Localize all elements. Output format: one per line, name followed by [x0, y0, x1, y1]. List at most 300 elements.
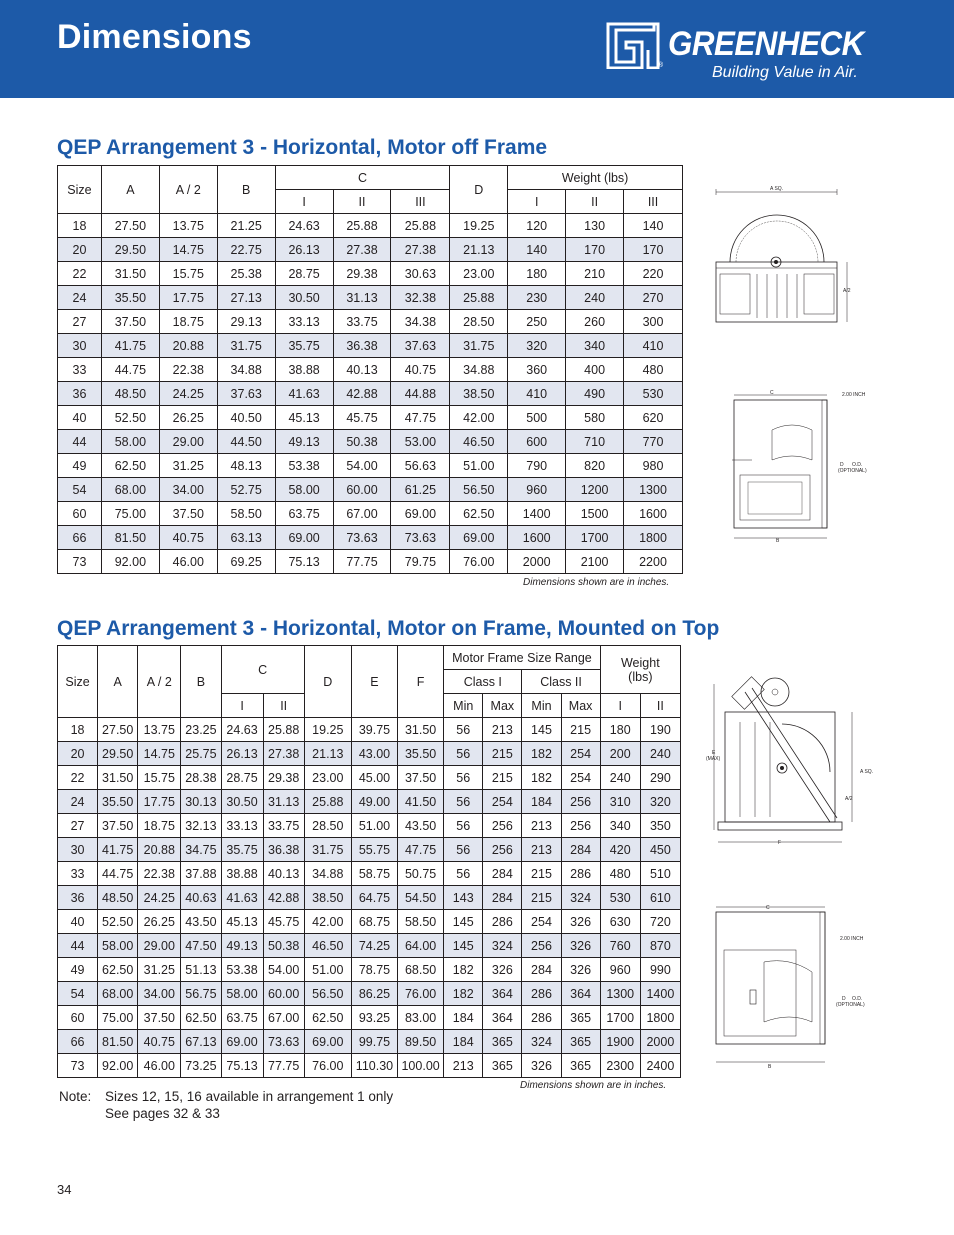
header-a: A: [101, 166, 159, 214]
table-cell: 29.00: [138, 934, 181, 958]
table-cell: 510: [640, 862, 680, 886]
table-cell: 40.50: [217, 406, 275, 430]
table-cell: 56.50: [450, 478, 508, 502]
table-cell: 1600: [624, 502, 683, 526]
table-cell: 21.13: [450, 238, 508, 262]
table-cell: 37.63: [217, 382, 275, 406]
table-cell: 68.00: [98, 982, 138, 1006]
table-cell: 61.25: [391, 478, 450, 502]
table-cell: 77.75: [333, 550, 391, 574]
table-cell: 26.13: [275, 238, 333, 262]
table-cell: 410: [508, 382, 566, 406]
table-cell: 286: [522, 1006, 561, 1030]
table-cell: 74.25: [351, 934, 397, 958]
header-weight-i: I: [508, 190, 566, 214]
table-cell: 27.13: [217, 286, 275, 310]
table-cell: 27.50: [101, 214, 159, 238]
table-cell: 1400: [640, 982, 680, 1006]
table-cell: 182: [444, 982, 483, 1006]
table-cell: 340: [566, 334, 624, 358]
table-cell: 256: [522, 934, 561, 958]
table-cell: 40.75: [159, 526, 217, 550]
header-c-i: I: [275, 190, 333, 214]
table-cell: 40.13: [333, 358, 391, 382]
table-row: [58, 550, 683, 574]
table-cell: 53.00: [391, 430, 450, 454]
table-cell: 48.13: [217, 454, 275, 478]
table-cell: 56: [444, 814, 483, 838]
size-cell: 54: [58, 982, 98, 1006]
table-cell: 56: [444, 862, 483, 886]
table-cell: 41.75: [101, 334, 159, 358]
table-cell: 31.50: [101, 262, 159, 286]
label-a-sq: A SQ.: [860, 769, 874, 775]
table-cell: 31.13: [333, 286, 391, 310]
table-cell: 76.00: [304, 1054, 351, 1078]
table-cell: 62.50: [98, 958, 138, 982]
size-cell: 40: [58, 910, 98, 934]
table-cell: 2000: [508, 550, 566, 574]
table-cell: 20.88: [159, 334, 217, 358]
label-e: E: [712, 750, 716, 756]
label-two-inch: 2.00 INCH: [840, 936, 864, 942]
table-cell: 37.88: [181, 862, 221, 886]
table-cell: 86.25: [351, 982, 397, 1006]
table-cell: 75.13: [275, 550, 333, 574]
table-cell: 64.00: [398, 934, 444, 958]
table-cell: 213: [483, 718, 522, 742]
table-cell: 52.50: [101, 406, 159, 430]
table-cell: 63.75: [275, 502, 333, 526]
table-body: [58, 718, 681, 1078]
header-weight-ii: II: [640, 694, 680, 718]
table-cell: 62.50: [450, 502, 508, 526]
size-cell: 30: [58, 334, 102, 358]
table-cell: 41.50: [398, 790, 444, 814]
table-cell: 110.30: [351, 1054, 397, 1078]
table-cell: 45.00: [351, 766, 397, 790]
table-cell: 254: [561, 742, 600, 766]
table-cell: 240: [600, 766, 640, 790]
table-cell: 38.50: [304, 886, 351, 910]
table-row: [58, 742, 681, 766]
size-cell: 66: [58, 526, 102, 550]
table-cell: 37.50: [138, 1006, 181, 1030]
size-cell: 60: [58, 1006, 98, 1030]
table-cell: 31.75: [450, 334, 508, 358]
table-cell: 30.50: [221, 790, 263, 814]
size-cell: 24: [58, 790, 98, 814]
table-cell: 310: [600, 790, 640, 814]
size-cell: 49: [58, 958, 98, 982]
table-cell: 145: [444, 934, 483, 958]
table-cell: 73.63: [391, 526, 450, 550]
table-cell: 215: [561, 718, 600, 742]
table-cell: 93.25: [351, 1006, 397, 1030]
table-cell: 27.38: [391, 238, 450, 262]
fan-side-view-drawing: [712, 184, 862, 329]
table-cell: 43.50: [181, 910, 221, 934]
table-cell: 254: [561, 766, 600, 790]
table-cell: 45.13: [275, 406, 333, 430]
label-optional: (OPTIONAL): [838, 468, 867, 474]
table-cell: 40.75: [138, 1030, 181, 1054]
units-note: Dimensions shown are in inches.: [523, 577, 670, 588]
table-cell: 284: [561, 838, 600, 862]
table-cell: 143: [444, 886, 483, 910]
table-cell: 47.75: [391, 406, 450, 430]
table-cell: 420: [600, 838, 640, 862]
table-cell: 42.00: [450, 406, 508, 430]
size-cell: 66: [58, 1030, 98, 1054]
table-cell: 35.50: [398, 742, 444, 766]
table-cell: 182: [444, 958, 483, 982]
table-cell: 284: [522, 958, 561, 982]
table-cell: 31.13: [263, 790, 304, 814]
table-cell: 76.00: [450, 550, 508, 574]
table-cell: 365: [561, 1030, 600, 1054]
table-cell: 184: [444, 1030, 483, 1054]
table-cell: 22.38: [138, 862, 181, 886]
table-cell: 56: [444, 742, 483, 766]
table-cell: 75.00: [101, 502, 159, 526]
table-row: [58, 478, 683, 502]
table-cell: 18.75: [138, 814, 181, 838]
table-cell: 365: [561, 1006, 600, 1030]
table-cell: 51.00: [450, 454, 508, 478]
table-cell: 480: [600, 862, 640, 886]
table-cell: 170: [624, 238, 683, 262]
dimensions-table-motor-off-frame: [57, 165, 683, 574]
table-cell: 1700: [566, 526, 624, 550]
size-cell: 36: [58, 382, 102, 406]
table-cell: 83.00: [398, 1006, 444, 1030]
table-cell: 28.75: [221, 766, 263, 790]
table-cell: 326: [483, 958, 522, 982]
table-cell: 610: [640, 886, 680, 910]
table-cell: 29.38: [263, 766, 304, 790]
table-cell: 350: [640, 814, 680, 838]
fan-motor-on-top-drawing: [700, 662, 880, 852]
table-cell: 46.00: [138, 1054, 181, 1078]
header-weight-line2: (lbs): [628, 669, 653, 684]
table-cell: 300: [624, 310, 683, 334]
table-cell: 62.50: [101, 454, 159, 478]
header-b: B: [181, 646, 221, 718]
size-cell: 49: [58, 454, 102, 478]
size-cell: 18: [58, 214, 102, 238]
table-cell: 67.00: [263, 1006, 304, 1030]
table-cell: 49.13: [275, 430, 333, 454]
table-row: [58, 262, 683, 286]
table-cell: 30.63: [391, 262, 450, 286]
table-cell: 58.50: [398, 910, 444, 934]
table-cell: 58.00: [275, 478, 333, 502]
table-cell: 1300: [600, 982, 640, 1006]
header-class-i-max: Max: [483, 694, 522, 718]
header-a-half: A / 2: [159, 166, 217, 214]
header-c-i: I: [221, 694, 263, 718]
table-cell: 254: [483, 790, 522, 814]
table-cell: 29.00: [159, 430, 217, 454]
greenheck-logo: [604, 22, 872, 86]
table-cell: 290: [640, 766, 680, 790]
table-cell: 30.13: [181, 790, 221, 814]
table-row: [58, 238, 683, 262]
table-cell: 410: [624, 334, 683, 358]
table-cell: 81.50: [98, 1030, 138, 1054]
table-cell: 53.38: [275, 454, 333, 478]
table-cell: 770: [624, 430, 683, 454]
table-cell: 69.00: [275, 526, 333, 550]
header-d: D: [304, 646, 351, 718]
table-row: [58, 1006, 681, 1030]
table-row: [58, 382, 683, 406]
table-cell: 35.75: [275, 334, 333, 358]
header-f: F: [398, 646, 444, 718]
size-cell: 40: [58, 406, 102, 430]
table-cell: 15.75: [138, 766, 181, 790]
table-cell: 324: [483, 934, 522, 958]
table-cell: 56.63: [391, 454, 450, 478]
label-c: C: [766, 905, 770, 911]
label-f: F: [778, 840, 782, 846]
label-d: D: [840, 462, 844, 468]
table-cell: 530: [600, 886, 640, 910]
table-cell: 18.75: [159, 310, 217, 334]
table-cell: 20.88: [138, 838, 181, 862]
table-cell: 190: [640, 718, 680, 742]
table-cell: 250: [508, 310, 566, 334]
table-cell: 28.75: [275, 262, 333, 286]
table-cell: 25.38: [217, 262, 275, 286]
table-cell: 260: [566, 310, 624, 334]
table-row: [58, 934, 681, 958]
units-note: Dimensions shown are in inches.: [520, 1080, 667, 1091]
table-cell: 400: [566, 358, 624, 382]
greenheck-logo-mark-icon: [604, 22, 662, 69]
size-cell: 22: [58, 262, 102, 286]
table-cell: 210: [566, 262, 624, 286]
size-cell: 44: [58, 430, 102, 454]
table-cell: 44.75: [101, 358, 159, 382]
label-od: O.D.: [852, 996, 863, 1002]
table-cell: 69.00: [450, 526, 508, 550]
table-cell: 60.00: [263, 982, 304, 1006]
table-cell: 15.75: [159, 262, 217, 286]
table-cell: 490: [566, 382, 624, 406]
table-cell: 213: [522, 814, 561, 838]
table-cell: 180: [508, 262, 566, 286]
table-cell: 365: [483, 1054, 522, 1078]
table-cell: 450: [640, 838, 680, 862]
table-cell: 31.50: [398, 718, 444, 742]
table-cell: 42.88: [263, 886, 304, 910]
table-cell: 364: [483, 982, 522, 1006]
table-cell: 28.38: [181, 766, 221, 790]
table-cell: 79.75: [391, 550, 450, 574]
table-cell: 68.00: [101, 478, 159, 502]
label-b: B: [768, 1064, 772, 1070]
table-cell: 58.75: [351, 862, 397, 886]
table-cell: 35.50: [98, 790, 138, 814]
table-cell: 62.50: [181, 1006, 221, 1030]
table-cell: 55.75: [351, 838, 397, 862]
table-cell: 140: [508, 238, 566, 262]
table-cell: 68.75: [351, 910, 397, 934]
availability-note: [59, 1088, 393, 1122]
note-line-1: Sizes 12, 15, 16 available in arrangement 1 only: [105, 1089, 394, 1104]
table-cell: 48.50: [98, 886, 138, 910]
table-cell: 34.88: [304, 862, 351, 886]
header-class-ii-max: Max: [561, 694, 600, 718]
table-row: [58, 910, 681, 934]
table-cell: 73.63: [333, 526, 391, 550]
table-cell: 76.00: [398, 982, 444, 1006]
table-cell: 256: [483, 814, 522, 838]
table-cell: 31.25: [159, 454, 217, 478]
table-row: [58, 214, 683, 238]
fan-motor-on-top-front-drawing: [700, 902, 880, 1072]
header-c-iii: III: [391, 190, 450, 214]
page-number: 34: [57, 1182, 72, 1197]
note-line-2: See pages 32 & 33: [105, 1106, 220, 1121]
table-cell: 1800: [624, 526, 683, 550]
table-cell: 23.25: [181, 718, 221, 742]
table-cell: 480: [624, 358, 683, 382]
table-cell: 24.25: [138, 886, 181, 910]
table-cell: 29.13: [217, 310, 275, 334]
header-size: Size: [58, 646, 98, 718]
table-cell: 46.00: [159, 550, 217, 574]
table-cell: 42.00: [304, 910, 351, 934]
table-cell: 320: [508, 334, 566, 358]
table-cell: 31.75: [304, 838, 351, 862]
table-cell: 360: [508, 358, 566, 382]
table-row: [58, 1030, 681, 1054]
table-cell: 75.00: [98, 1006, 138, 1030]
size-cell: 73: [58, 550, 102, 574]
table-cell: 26.25: [138, 910, 181, 934]
table-cell: 56: [444, 838, 483, 862]
table-cell: 25.88: [391, 214, 450, 238]
table-cell: 34.88: [217, 358, 275, 382]
table-cell: 92.00: [101, 550, 159, 574]
label-a-half: A/2: [843, 288, 851, 294]
table-cell: 37.50: [159, 502, 217, 526]
table-cell: 63.75: [221, 1006, 263, 1030]
table-cell: 50.75: [398, 862, 444, 886]
label-two-inch: 2.00 INCH: [842, 392, 866, 398]
size-cell: 22: [58, 766, 98, 790]
table-cell: 31.75: [217, 334, 275, 358]
table-cell: 320: [640, 790, 680, 814]
table-cell: 820: [566, 454, 624, 478]
table-cell: 47.50: [181, 934, 221, 958]
table-row: [58, 718, 681, 742]
table-cell: 34.75: [181, 838, 221, 862]
table-cell: 286: [483, 910, 522, 934]
table-cell: 1900: [600, 1030, 640, 1054]
header-class-ii: Class II: [522, 670, 600, 694]
header-c: C: [275, 166, 450, 190]
table-cell: 170: [566, 238, 624, 262]
table-cell: 48.50: [101, 382, 159, 406]
size-cell: 73: [58, 1054, 98, 1078]
table-cell: 145: [444, 910, 483, 934]
table-cell: 2300: [600, 1054, 640, 1078]
table-cell: 30.50: [275, 286, 333, 310]
header-motor-frame-size-range: Motor Frame Size Range: [444, 646, 601, 670]
table-cell: 500: [508, 406, 566, 430]
table-cell: 54.50: [398, 886, 444, 910]
table-cell: 38.88: [221, 862, 263, 886]
table-cell: 19.25: [450, 214, 508, 238]
label-c: C: [770, 390, 774, 396]
table-cell: 324: [522, 1030, 561, 1054]
table-cell: 284: [483, 886, 522, 910]
table-cell: 28.50: [304, 814, 351, 838]
table-cell: 40.63: [181, 886, 221, 910]
table-cell: 39.75: [351, 718, 397, 742]
table-cell: 180: [600, 718, 640, 742]
table-cell: 24.63: [221, 718, 263, 742]
table-cell: 120: [508, 214, 566, 238]
table-cell: 870: [640, 934, 680, 958]
table-cell: 56: [444, 766, 483, 790]
table-cell: 720: [640, 910, 680, 934]
table-cell: 213: [444, 1054, 483, 1078]
header-class-ii-min: Min: [522, 694, 561, 718]
table-cell: 365: [561, 1054, 600, 1078]
table-row: [58, 958, 681, 982]
table-cell: 23.00: [304, 766, 351, 790]
label-max: (MAX): [706, 756, 721, 762]
table-cell: 45.75: [333, 406, 391, 430]
table-cell: 21.13: [304, 742, 351, 766]
table-cell: 130: [566, 214, 624, 238]
table-cell: 77.75: [263, 1054, 304, 1078]
table-cell: 240: [640, 742, 680, 766]
table-cell: 69.00: [391, 502, 450, 526]
size-cell: 27: [58, 310, 102, 334]
label-optional: (OPTIONAL): [836, 1002, 865, 1008]
table-cell: 600: [508, 430, 566, 454]
table-cell: 34.00: [138, 982, 181, 1006]
table-cell: 33.75: [263, 814, 304, 838]
header-a: A: [98, 646, 138, 718]
table-cell: 68.50: [398, 958, 444, 982]
size-cell: 44: [58, 934, 98, 958]
label-a-half: A/2: [845, 796, 853, 802]
table-cell: 2100: [566, 550, 624, 574]
note-label: Note:: [59, 1089, 92, 1104]
table-cell: 50.38: [333, 430, 391, 454]
table-cell: 51.13: [181, 958, 221, 982]
size-cell: 33: [58, 358, 102, 382]
table-cell: 67.00: [333, 502, 391, 526]
table-cell: 58.50: [217, 502, 275, 526]
table-cell: 42.88: [333, 382, 391, 406]
table-cell: 22.75: [217, 238, 275, 262]
table-row: [58, 886, 681, 910]
table-cell: 364: [483, 1006, 522, 1030]
table-cell: 213: [522, 838, 561, 862]
table-row: [58, 526, 683, 550]
table-cell: 19.25: [304, 718, 351, 742]
label-a-sq: A SQ.: [770, 186, 784, 192]
table-cell: 35.75: [221, 838, 263, 862]
